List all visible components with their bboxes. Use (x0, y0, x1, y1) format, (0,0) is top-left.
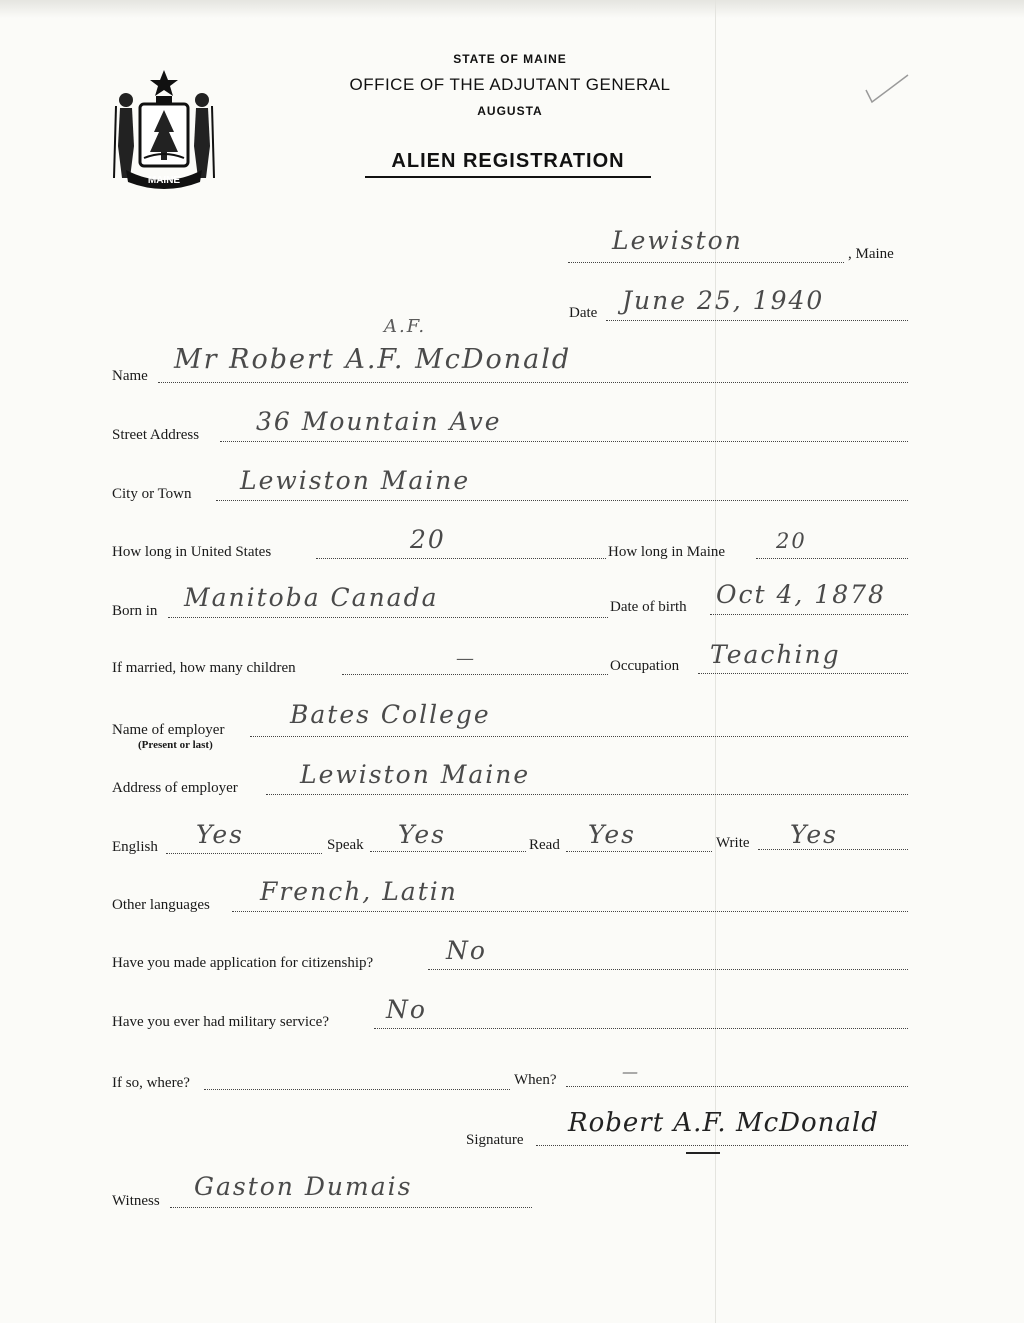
witness-line (170, 1207, 532, 1208)
citizenship-line (428, 969, 908, 970)
employer-name-line (250, 736, 908, 737)
write-line (758, 849, 908, 850)
military-line (374, 1028, 908, 1029)
form-title: ALIEN REGISTRATION (365, 150, 651, 178)
office-heading: OFFICE OF THE ADJUTANT GENERAL (349, 75, 671, 94)
other-languages-line (232, 911, 908, 912)
citizenship-label: Have you made application for citizenship? (112, 955, 374, 971)
other-languages-value[interactable]: French, Latin (260, 877, 458, 906)
speak-value[interactable]: Yes (398, 820, 446, 849)
english-line (166, 853, 322, 854)
signature-line (536, 1145, 908, 1146)
employer-address-line (266, 794, 908, 795)
english-label: English (112, 839, 158, 855)
other-languages-label: Other languages (112, 897, 210, 913)
how-long-maine-value[interactable]: 20 (776, 529, 807, 553)
citizenship-value[interactable]: No (446, 936, 487, 965)
when-line (566, 1086, 908, 1087)
born-in-line (168, 617, 608, 618)
date-value[interactable]: June 25, 1940 (622, 286, 825, 315)
read-value[interactable]: Yes (588, 820, 636, 849)
children-label: If married, how many children (112, 660, 296, 676)
seal-banner-text: MAINE (147, 175, 181, 186)
signature-value[interactable]: Robert A.F. McDonald (568, 1108, 879, 1138)
maine-suffix-label: , Maine (848, 246, 894, 262)
how-long-us-value[interactable]: 20 (410, 525, 446, 554)
street-address-line (220, 441, 908, 442)
street-address-value[interactable]: 36 Mountain Ave (256, 407, 502, 436)
date-label: Date (569, 305, 598, 321)
signature-label: Signature (466, 1132, 524, 1148)
if-so-where-line (204, 1089, 510, 1090)
when-label: When? (514, 1072, 557, 1088)
military-value[interactable]: No (386, 995, 427, 1024)
town-line (568, 262, 844, 263)
speak-line (370, 851, 526, 852)
name-line (158, 382, 908, 383)
city-value[interactable]: Lewiston Maine (240, 466, 471, 495)
city-line (216, 500, 908, 501)
occupation-line (698, 673, 908, 674)
when-value[interactable]: — (622, 1062, 640, 1081)
check-mark-icon (862, 72, 912, 106)
witness-value[interactable]: Gaston Dumais (194, 1172, 413, 1201)
military-label: Have you ever had military service? (112, 1014, 329, 1030)
city-label: City or Town (112, 486, 192, 502)
employer-name-label: Name of employer (112, 722, 225, 738)
employer-name-value[interactable]: Bates College (290, 700, 491, 729)
born-in-label: Born in (112, 603, 158, 619)
maine-state-seal (112, 66, 216, 194)
date-of-birth-line (710, 614, 908, 615)
read-label: Read (529, 837, 560, 853)
street-address-label: Street Address (112, 427, 200, 443)
if-so-where-label: If so, where? (112, 1075, 190, 1091)
children-value[interactable]: — (456, 648, 476, 669)
employer-address-label: Address of employer (112, 780, 238, 796)
page-edge (0, 0, 1024, 18)
state-heading: STATE OF MAINE (453, 52, 567, 66)
city-heading: AUGUSTA (477, 104, 543, 118)
signature-underline (686, 1152, 720, 1154)
speak-label: Speak (327, 837, 364, 853)
name-value[interactable]: Mr Robert A.F. McDonald (174, 344, 572, 375)
born-in-value[interactable]: Manitoba Canada (184, 583, 439, 612)
employer-address-value[interactable]: Lewiston Maine (300, 760, 531, 789)
name-label: Name (112, 368, 148, 384)
name-correction: A.F. (384, 316, 427, 337)
date-line (606, 320, 908, 321)
date-of-birth-value[interactable]: Oct 4, 1878 (716, 580, 886, 609)
children-line (342, 674, 608, 675)
write-value[interactable]: Yes (790, 820, 838, 849)
write-label: Write (716, 835, 750, 851)
occupation-value[interactable]: Teaching (710, 640, 841, 669)
date-of-birth-label: Date of birth (610, 599, 687, 615)
occupation-label: Occupation (610, 658, 680, 674)
town-value[interactable]: Lewiston (612, 226, 743, 255)
read-line (566, 851, 712, 852)
english-value[interactable]: Yes (196, 820, 244, 849)
employer-name-sublabel: (Present or last) (138, 739, 213, 751)
how-long-maine-line (756, 558, 908, 559)
how-long-us-label: How long in United States (112, 544, 272, 560)
how-long-us-line (316, 558, 606, 559)
witness-label: Witness (112, 1193, 160, 1209)
how-long-maine-label: How long in Maine (608, 544, 726, 560)
